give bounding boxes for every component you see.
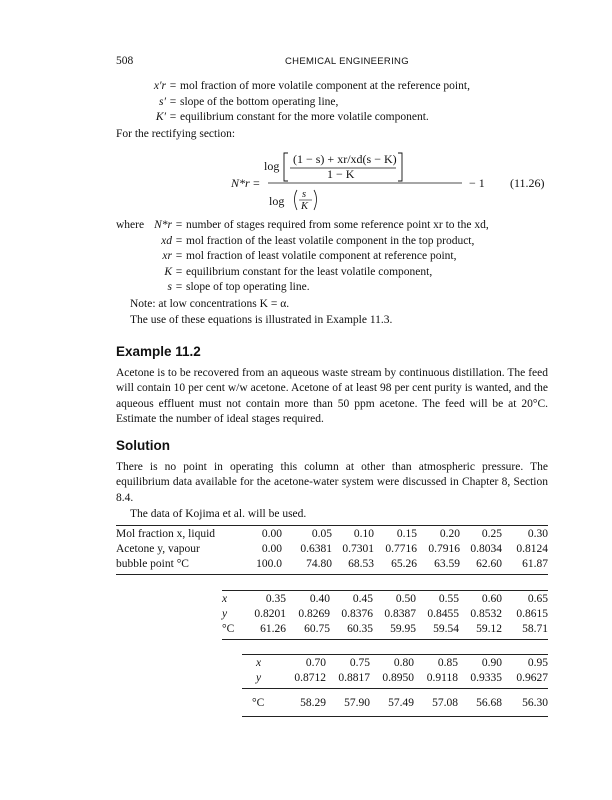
minus-one: − 1 <box>469 176 485 190</box>
table-cell: 0.40 <box>309 593 330 605</box>
table-cell: 0.10 <box>353 528 374 540</box>
table-cell: 0.15 <box>396 528 417 540</box>
table-cell: 60.35 <box>347 623 373 635</box>
table-cell: 0.75 <box>349 657 370 669</box>
table-cell: 62.60 <box>476 558 502 570</box>
definition-text: slope of top operating line. <box>186 281 310 293</box>
inner-numerator: (1 − s) + xr/xd(s − K) <box>293 152 397 166</box>
definition-row: where N*r = number of stages required from some reference point xr to the xd, <box>116 218 489 234</box>
inner-denominator: 1 − K <box>327 167 355 181</box>
table-cell: 63.59 <box>434 558 460 570</box>
use-line: The use of these equations is illustrated in Example 11.3. <box>130 314 393 326</box>
table-row <box>222 592 548 607</box>
table-cell: 0.25 <box>481 528 502 540</box>
definition-row: s′ = slope of the bottom operating line, <box>142 95 470 111</box>
definition-row: s = slope of top operating line. <box>116 280 489 296</box>
table-cell: 0.6381 <box>300 543 332 555</box>
table-cell: 0.60 <box>481 593 502 605</box>
table-cell: 0.9118 <box>426 672 458 684</box>
left-paren <box>295 190 298 210</box>
definition-text: mol fraction of the least volatile component in the top product, <box>186 234 475 247</box>
table-cell: 56.68 <box>476 697 502 709</box>
table-row <box>116 542 548 557</box>
table-cell: 61.87 <box>522 558 548 570</box>
row-label: Mol fraction x, liquid <box>116 528 216 540</box>
definition-text: mol fraction of least volatile component at reference point, <box>186 250 457 262</box>
k-constant: K <box>301 201 309 212</box>
table-cell: 68.53 <box>348 558 374 570</box>
table-cell: 0.7301 <box>342 543 374 555</box>
table-cell: 0.7716 <box>385 543 417 555</box>
definition-text: equilibrium constant for the more volatile component. <box>180 111 429 123</box>
page-number: 508 <box>116 55 134 67</box>
equilibrium-table-2 <box>222 592 548 637</box>
table-cell: 0.8376 <box>341 608 373 620</box>
table-cell: 0.8455 <box>427 608 459 620</box>
left-bracket <box>284 153 288 181</box>
equation-lhs: N*r <box>231 176 250 190</box>
definition-text: equilibrium constant for the least volatile component, <box>186 265 433 278</box>
definition-symbol: s <box>167 281 172 293</box>
table2-bottom-rule <box>222 639 548 640</box>
definition-symbol: xd <box>161 234 172 247</box>
definition-row: xr = mol fraction of least volatile component at reference point, <box>116 249 489 265</box>
table-cell: 0.00 <box>261 543 282 555</box>
row-label: °C <box>252 697 265 709</box>
table-cell: 57.08 <box>432 697 458 709</box>
table-cell: 0.8950 <box>382 672 414 684</box>
log-label-denominator: log <box>269 194 285 208</box>
table-cell: 61.26 <box>260 623 286 635</box>
table-cell: 0.9627 <box>516 672 548 684</box>
row-label: x <box>256 657 262 669</box>
definition-row: K′ = equilibrium constant for the more volatile component. <box>142 110 470 126</box>
table-cell: 0.8387 <box>384 608 416 620</box>
row-label: bubble point °C <box>116 558 189 570</box>
equation-11-26 <box>116 147 556 217</box>
table-cell: 0.7916 <box>428 543 460 555</box>
table-cell: 57.90 <box>344 697 370 709</box>
where-lead: where <box>116 219 145 231</box>
table-cell: 0.55 <box>438 593 459 605</box>
table-cell: 0.8124 <box>516 543 548 555</box>
table-cell: 0.8817 <box>338 672 370 684</box>
table1-bottom-rule <box>116 574 548 575</box>
equilibrium-table-3-temperature <box>242 696 548 711</box>
definition-symbol: N*r <box>154 219 172 231</box>
definition-row: K = equilibrium constant for the least volatile component, <box>116 265 489 281</box>
table-cell: 0.70 <box>305 657 326 669</box>
definition-text: mol fraction of more volatile component at the reference point, <box>180 80 470 92</box>
definition-symbol: K′ <box>155 111 166 123</box>
definition-row: xd = mol fraction of the least volatile component in the top product, <box>116 234 489 250</box>
table-cell: 59.12 <box>476 623 502 635</box>
log-label: log <box>264 159 280 173</box>
row-label: Acetone y, vapour <box>116 543 200 555</box>
rectifying-intro: For the rectifying section: <box>116 128 236 140</box>
definition-symbol: K <box>164 265 172 278</box>
definition-symbol: x′r <box>153 80 166 92</box>
definition-row: x′r = mol fraction of more volatile component at the reference point, <box>142 79 470 95</box>
table-row <box>242 656 548 671</box>
table-cell: 0.8712 <box>294 672 326 684</box>
example-text: Acetone is to be recovered from an aqueous waste stream by continuous distillation. The feed will contain 10 per cent w/w acetone. Acetone of at least 98 per cent purity is wanted, and the aqueous effluent must not contain more than 50 ppm acetone. The feed will be at 20°C. Estimate the number of ideal stages required. <box>116 367 548 425</box>
table-cell: 56.30 <box>522 697 548 709</box>
table-cell: 0.8201 <box>254 608 286 620</box>
table-row <box>242 671 548 686</box>
table-row <box>222 622 548 637</box>
table-cell: 58.29 <box>300 697 326 709</box>
data-intro: The data of Kojima et al. will be used. <box>130 508 307 520</box>
table3-bottom-rule <box>242 716 548 717</box>
table-cell: 0.9335 <box>470 672 502 684</box>
row-label: y <box>222 608 228 620</box>
table3-mid-rule <box>242 688 548 689</box>
table3-top-rule <box>242 654 548 655</box>
example-heading: Example 11.2 <box>116 344 201 359</box>
table-cell: 0.05 <box>311 528 332 540</box>
table-cell: 65.26 <box>391 558 417 570</box>
table-cell: 0.50 <box>395 593 416 605</box>
solution-text: There is no point in operating this column at other than atmospheric pressure. The equilibrium data available for the acetone-water system were discussed in Chapter 8, Section 8.4. <box>116 461 548 504</box>
table-cell: 0.45 <box>352 593 373 605</box>
table-cell: 0.00 <box>261 528 282 540</box>
equation-number: (11.26) <box>510 176 545 190</box>
table1-top-rule <box>116 525 548 526</box>
table-cell: 0.95 <box>527 657 548 669</box>
table-cell: 0.35 <box>265 593 286 605</box>
table-cell: 74.80 <box>306 558 332 570</box>
definition-symbol: xr <box>162 250 172 262</box>
note-line: Note: at low concentrations K = α. <box>130 298 290 310</box>
table2-top-rule <box>222 590 548 591</box>
table-cell: 0.20 <box>439 528 460 540</box>
table-row <box>242 696 548 711</box>
table-row <box>116 557 548 572</box>
table-cell: 0.80 <box>393 657 414 669</box>
top-definitions <box>142 79 470 126</box>
equilibrium-table-1 <box>116 527 548 572</box>
table-cell: 59.54 <box>433 623 459 635</box>
table-cell: 0.65 <box>527 593 548 605</box>
row-label: °C <box>222 623 235 635</box>
table-cell: 0.30 <box>527 528 548 540</box>
table-cell: 0.8269 <box>298 608 330 620</box>
definition-text: number of stages required from some reference point xr to the xd, <box>186 219 489 231</box>
table-cell: 0.8615 <box>516 608 548 620</box>
row-label: x <box>222 593 228 605</box>
right-paren <box>314 190 317 210</box>
solution-heading: Solution <box>116 438 170 453</box>
running-head: CHEMICAL ENGINEERING <box>285 56 409 67</box>
table-cell: 0.85 <box>437 657 458 669</box>
table-cell: 0.90 <box>481 657 502 669</box>
definition-symbol: s′ <box>159 95 166 108</box>
table-cell: 59.95 <box>390 623 416 635</box>
table-cell: 0.8034 <box>470 543 502 555</box>
equilibrium-table-3 <box>242 656 548 686</box>
row-label: y <box>256 672 262 684</box>
table-cell: 0.8532 <box>470 608 502 620</box>
table-cell: 58.71 <box>522 623 548 635</box>
where-definitions <box>116 218 489 296</box>
slope-s: s <box>302 189 307 200</box>
right-bracket <box>398 153 402 181</box>
table-cell: 57.49 <box>388 697 414 709</box>
table-cell: 100.0 <box>256 558 282 570</box>
equation-equals: = <box>253 176 260 190</box>
table-row <box>116 527 548 542</box>
definition-text: slope of the bottom operating line, <box>180 95 339 108</box>
table-row <box>222 607 548 622</box>
table-cell: 60.75 <box>304 623 330 635</box>
